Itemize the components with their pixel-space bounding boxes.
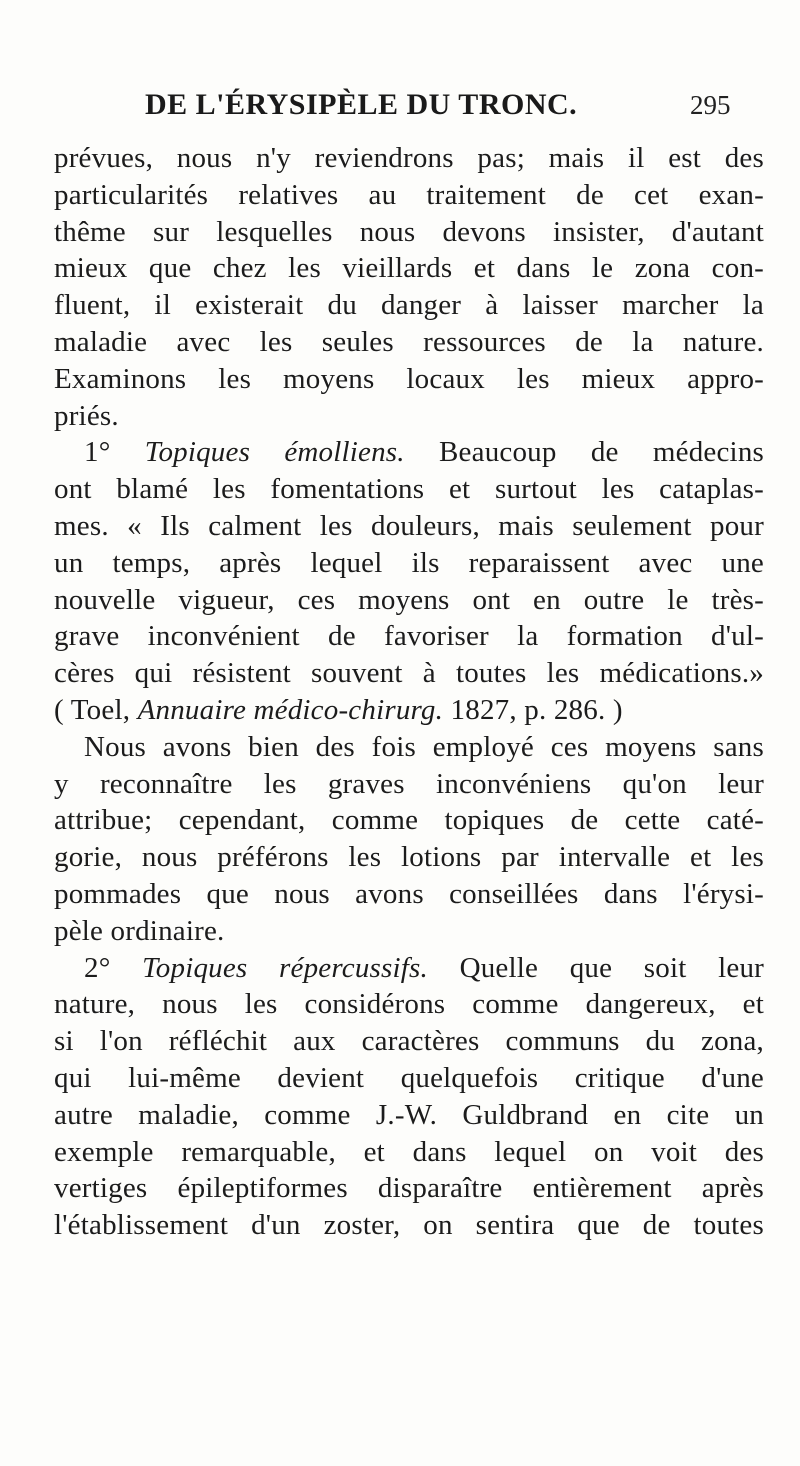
text-line: prévues, nous n'y reviendrons pas; mais il est des	[54, 142, 764, 174]
text-line: mieux que chez les vieillards et dans le zona con-	[54, 252, 764, 285]
text-line: y reconnaître les graves inconvéniens qu'on leur	[54, 767, 764, 800]
text-line: grave inconvénient de favoriser la formation d'ul-	[54, 620, 764, 653]
italic-phrase: Annuaire médico-chirurg.	[137, 693, 444, 726]
text-line: thême sur lesquelles nous devons insister, d'autant	[54, 215, 764, 248]
text-line: un temps, après lequel ils reparaissent avec une	[54, 546, 764, 579]
running-head-title: DE L'ÉRYSIPÈLE DU TRONC.	[145, 88, 578, 121]
text-line: nature, nous les considérons comme dangereux, et	[54, 988, 764, 1021]
text-line: nouvelle vigueur, ces moyens ont en outre le très-	[54, 583, 764, 616]
text-line: qui lui-même devient quelquefois critique d'une	[54, 1061, 764, 1094]
italic-phrase: Topiques émolliens.	[144, 436, 405, 469]
text-line: vertiges épileptiformes disparaître entièrement après	[54, 1172, 764, 1205]
text-line: exemple remarquable, et dans lequel on voit des	[54, 1135, 764, 1168]
text-line: mes. « Ils calment les douleurs, mais seulement pour	[54, 509, 764, 542]
italic-phrase: Topiques répercussifs.	[142, 951, 428, 984]
text-line: si l'on réfléchit aux caractères communs du zona,	[54, 1025, 764, 1058]
body-text	[54, 140, 764, 1244]
text-line: ( Toel, Annuaire médico-chirurg. 1827, p. 286. )	[54, 693, 623, 726]
text-line: gorie, nous préférons les lotions par intervalle et les	[54, 841, 764, 874]
running-head	[0, 88, 800, 124]
text-line: cères qui résistent souvent à toutes les médications.»	[54, 657, 764, 690]
text-line: maladie avec les seules ressources de la nature.	[54, 325, 764, 358]
text-line: 2° Topiques répercussifs. Quelle que soit leur	[84, 951, 765, 984]
text-line: Nous avons bien des fois employé ces moyens sans	[84, 730, 764, 763]
text-line: particularités relatives au traitement de cet exan-	[54, 178, 764, 211]
text-line: Examinons les moyens locaux les mieux appro-	[54, 362, 764, 395]
text-line: priés.	[54, 399, 119, 432]
text-line: attribue; cependant, comme topiques de cette caté-	[54, 804, 764, 837]
text-line: pèle ordinaire.	[54, 914, 225, 947]
text-line: ont blamé les fomentations et surtout les cataplas-	[54, 473, 764, 506]
page-number: 295	[690, 90, 731, 120]
text-line: 1° Topiques émolliens. Beaucoup de médecins	[84, 436, 765, 469]
text-line: pommades que nous avons conseillées dans l'érysi-	[54, 877, 764, 910]
text-line: autre maladie, comme J.-W. Guldbrand en cite un	[54, 1098, 764, 1131]
text-line: l'établissement d'un zoster, on sentira que de toutes	[54, 1209, 764, 1242]
text-line: fluent, il existerait du danger à laisser marcher la	[54, 289, 764, 322]
